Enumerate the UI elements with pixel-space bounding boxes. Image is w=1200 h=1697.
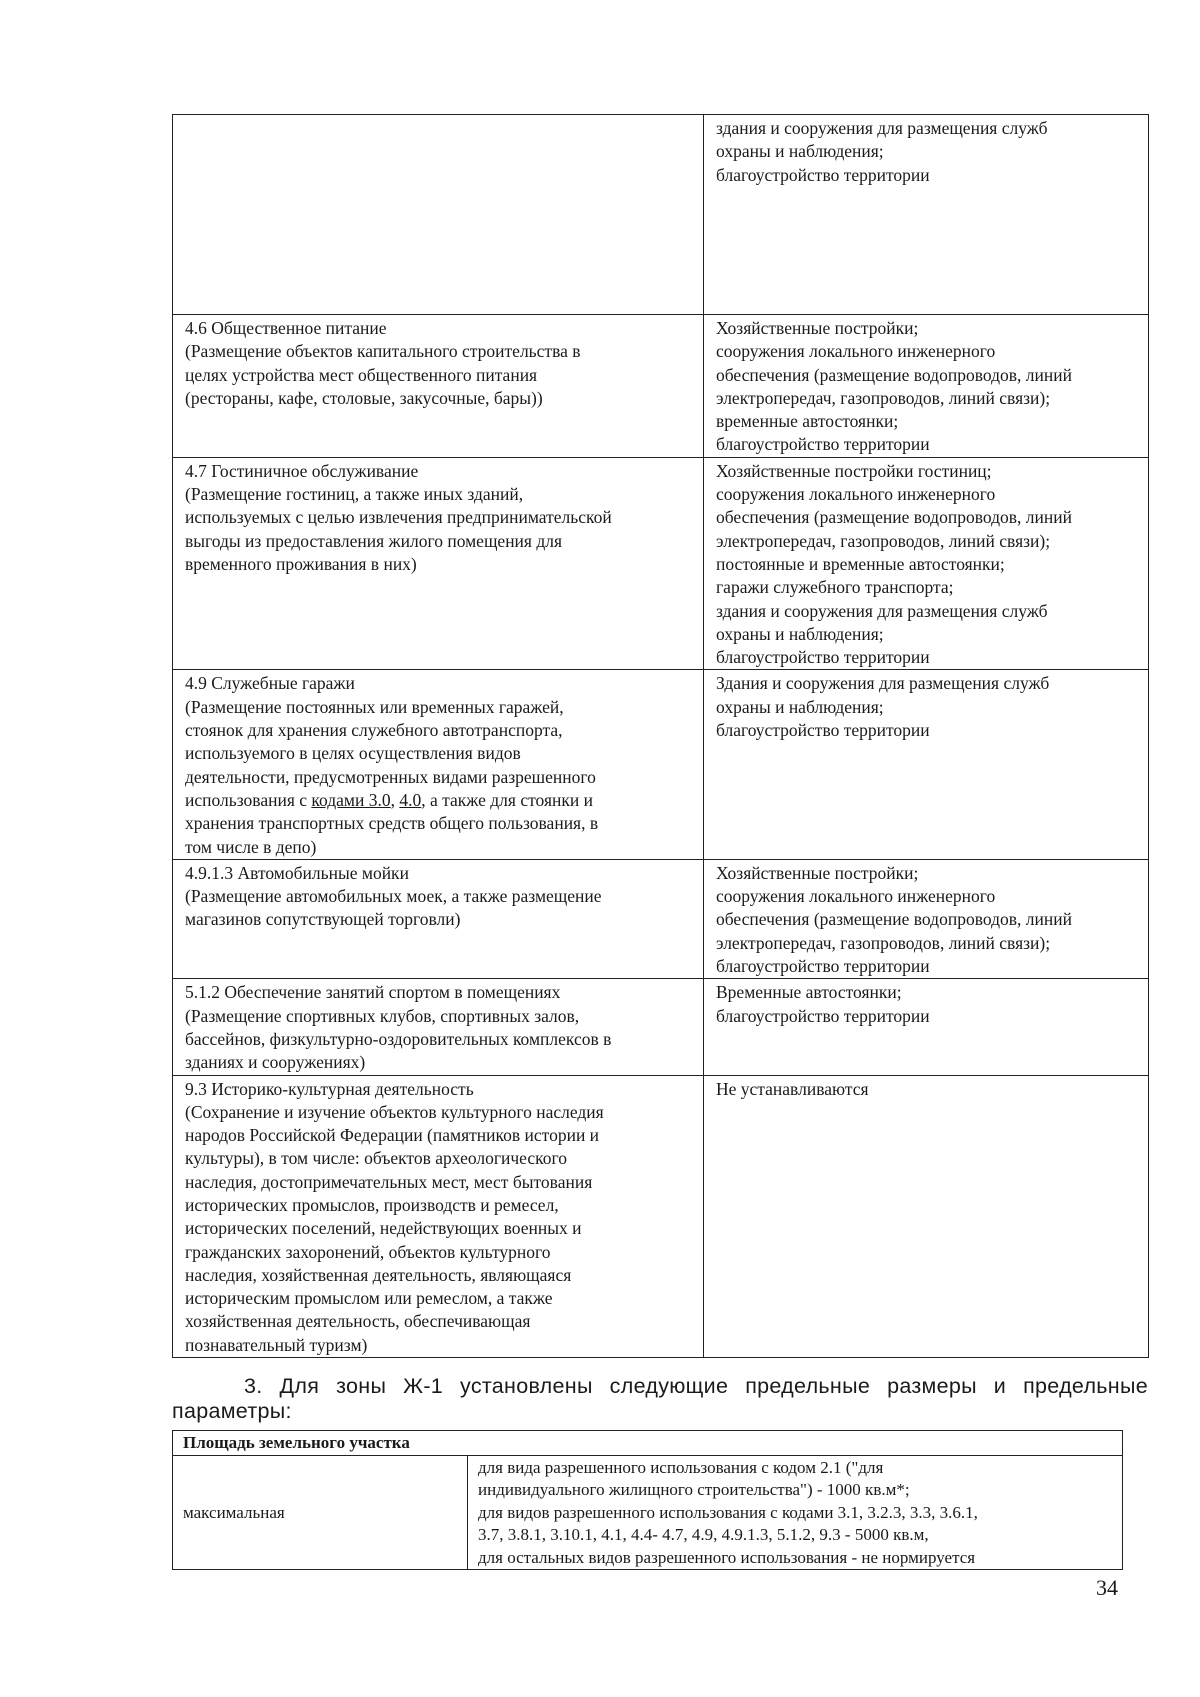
code-link[interactable]: кодами 3.0: [311, 789, 391, 810]
table-header-row: [173, 1431, 1123, 1456]
parameter-label: максимальная: [173, 1455, 468, 1570]
code-link[interactable]: 4.0: [399, 789, 422, 810]
use-type-cell: 4.6 Общественное питание (Размещение объектов капитального строительства в целях устройства мест общественного питания (рестораны, кафе, столовые, закусочные, бары)): [173, 315, 704, 458]
auxiliary-uses-cell: Здания и сооружения для размещения служб охраны и наблюдения; благоустройство территории: [704, 670, 1149, 859]
auxiliary-uses-cell: Временные автостоянки; благоустройство территории: [704, 979, 1149, 1075]
page-number: 34: [1096, 1575, 1118, 1600]
auxiliary-uses-cell: Хозяйственные постройки гостиниц; сооружения локального инженерного обеспечения (размещение водопроводов, линий электропередач, газопроводов, линий связи); постоянные и временные автостоянки; гаражи служебного транспорта; здания и сооружения для размещения служб охраны и наблюдения; благоустройство территории: [704, 457, 1149, 670]
table-row: [173, 457, 1149, 670]
use-type-text: , а также для стоянки и хранения транспортных средств общего пользования, в том числе в депо): [185, 789, 599, 857]
use-type-cell: 4.9.1.3 Автомобильные мойки (Размещение автомобильных моек, а также размещение магазинов сопутствующей торговли): [173, 859, 704, 978]
parameters-table: [172, 1430, 1123, 1570]
auxiliary-uses-cell: Хозяйственные постройки; сооружения локального инженерного обеспечения (размещение водопроводов, линий электропередач, газопроводов, линий связи); временные автостоянки; благоустройство территории: [704, 315, 1149, 458]
parameters-header: Площадь земельного участка: [173, 1431, 1123, 1456]
auxiliary-uses-cell: здания и сооружения для размещения служб охраны и наблюдения; благоустройство территории: [704, 115, 1149, 315]
use-type-cell: 5.1.2 Обеспечение занятий спортом в помещениях (Размещение спортивных клубов, спортивных залов, бассейнов, физкультурно-оздоровительных комплексов в зданиях и сооружениях): [173, 979, 704, 1075]
table-row: [173, 859, 1149, 978]
limits-paragraph: 3. Для зоны Ж-1 установлены следующие предельные размеры и предельные параметры:: [172, 1374, 1148, 1423]
auxiliary-uses-cell: Не устанавливаются: [704, 1075, 1149, 1358]
table-row: [173, 670, 1149, 859]
table-row: [173, 1075, 1149, 1358]
separator-text: ,: [390, 789, 400, 810]
auxiliary-uses-cell: Хозяйственные постройки; сооружения локального инженерного обеспечения (размещение водопроводов, линий электропередач, газопроводов, линий связи); благоустройство территории: [704, 859, 1149, 978]
table-row: [173, 315, 1149, 458]
table-row: [173, 115, 1149, 315]
use-type-text: 4.9 Служебные гаражи (Размещение постоянных или временных гаражей, стоянок для хранения служебного автотранспорта, используемого в целях осуществления видов деятельности, предусмотренных видами разрешенного использования с: [185, 673, 596, 810]
table-row: [173, 1455, 1123, 1570]
use-type-cell: 4.7 Гостиничное обслуживание (Размещение гостиниц, а также иных зданий, используемых с целью извлечения предпринимательской выгоды из предоставления жилого помещения для временного проживания в них): [173, 457, 704, 670]
parameter-value: для вида разрешенного использования с кодом 2.1 ("для индивидуального жилищного строительства") - 1000 кв.м*; для видов разрешенного использования с кодами 3.1, 3.2.3, 3.3, 3.6.1, 3.7, 3.8.1, 3.10.1, 4.1, 4.4- 4.7, 4.9, 4.9.1.3, 5.1.2, 9.3 - 5000 кв.м, для остальных видов разрешенного использования - не нормируется: [468, 1455, 1123, 1570]
use-type-cell: [173, 670, 704, 859]
use-type-cell: [173, 115, 704, 315]
use-type-cell: 9.3 Историко-культурная деятельность (Сохранение и изучение объектов культурного наследия народов Российской Федерации (памятников истории и культуры), в том числе: объектов археологического наследия, достопримечательных мест, мест бытования исторических промыслов, производств и ремесел, исторических поселений, недействующих военных и гражданских захоронений, объектов культурного наследия, хозяйственная деятельность, являющаяся историческим промыслом или ремеслом, а также хозяйственная деятельность, обеспечивающая познавательный туризм): [173, 1075, 704, 1358]
permitted-uses-table: [172, 114, 1149, 1358]
table-row: [173, 979, 1149, 1075]
